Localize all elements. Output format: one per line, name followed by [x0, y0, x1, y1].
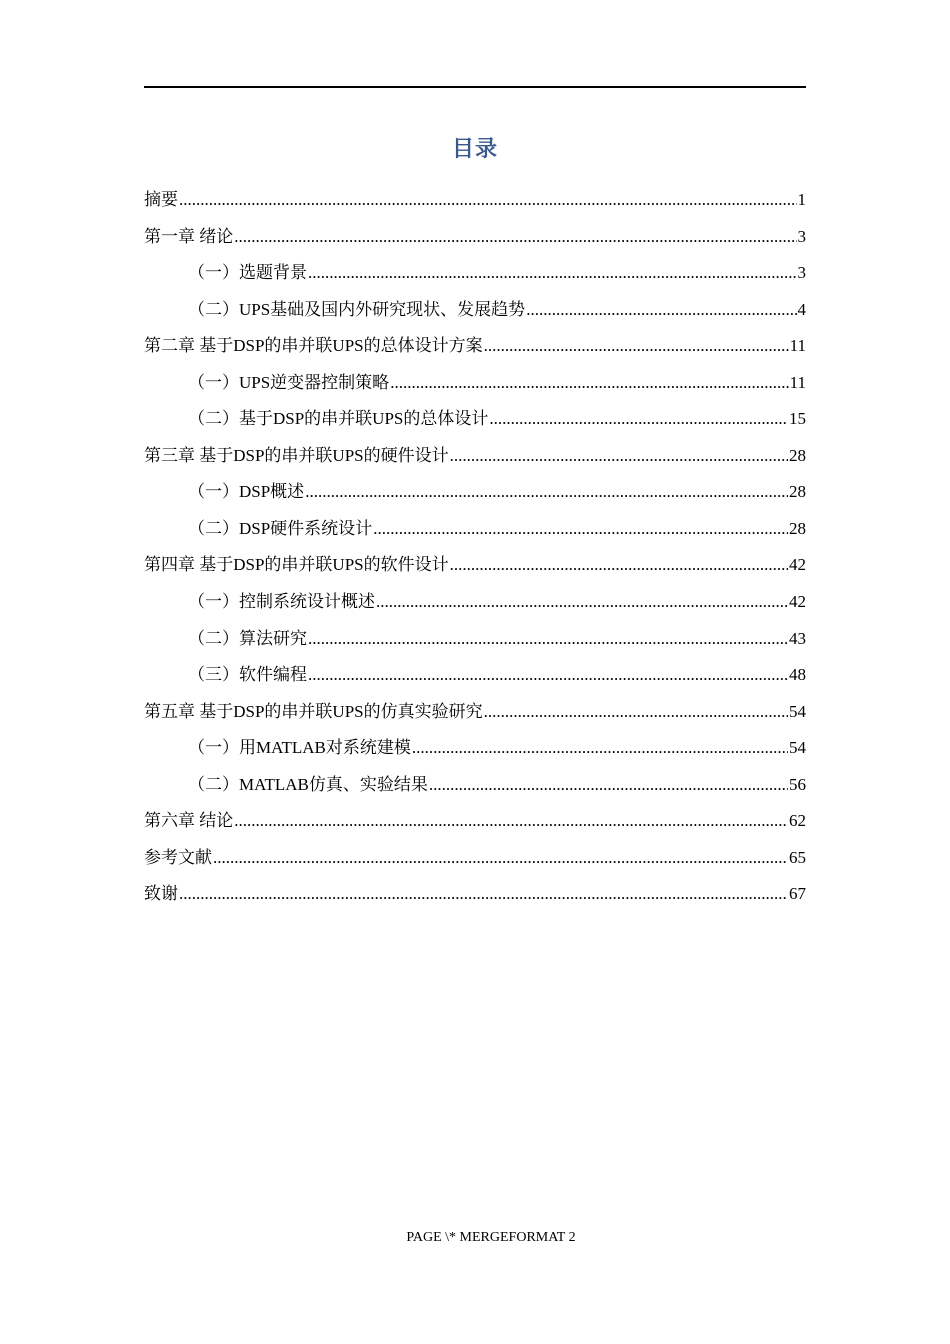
toc-entry[interactable] [144, 219, 806, 256]
table-of-contents [144, 182, 806, 913]
toc-entry[interactable] [144, 511, 806, 548]
toc-dot-leader [484, 328, 789, 365]
toc-dot-leader [429, 767, 788, 804]
toc-entry[interactable] [144, 401, 806, 438]
toc-dot-leader [308, 255, 797, 292]
toc-entry[interactable] [144, 438, 806, 475]
toc-dot-leader [179, 182, 797, 219]
toc-dot-leader [376, 584, 788, 621]
toc-page-number: 42 [789, 555, 806, 575]
toc-page-number: 28 [789, 445, 806, 465]
toc-page-number: 28 [789, 482, 806, 502]
toc-entry-text: 第四章 基于DSP的串并联UPS的软件设计 [144, 555, 449, 575]
toc-entry-text: 第二章 基于DSP的串并联UPS的总体设计方案 [144, 336, 483, 356]
toc-page-number: 42 [789, 592, 806, 612]
toc-page-number: 11 [789, 372, 806, 392]
toc-entry-text: （二）UPS基础及国内外研究现状、发展趋势 [188, 299, 526, 319]
toc-page-number: 28 [789, 518, 806, 538]
toc-page-number: 3 [797, 226, 806, 246]
toc-entry-text: （二）基于DSP的串并联UPS的总体设计 [188, 409, 489, 429]
toc-dot-leader [412, 730, 788, 767]
toc-entry[interactable] [144, 730, 806, 767]
toc-entry[interactable] [144, 657, 806, 694]
toc-entry[interactable] [144, 840, 806, 877]
toc-entry-text: （一）UPS逆变器控制策略 [188, 372, 390, 392]
toc-page-number: 67 [789, 884, 806, 904]
toc-entry-text: 第一章 绪论 [144, 226, 234, 246]
toc-page-number: 43 [789, 628, 806, 648]
toc-entry-text: （二）MATLAB仿真、实验结果 [188, 774, 428, 794]
toc-dot-leader [234, 219, 796, 256]
toc-entry[interactable] [144, 876, 806, 913]
page-footer: PAGE \* MERGEFORMAT 2 [406, 1230, 576, 1245]
toc-page-number: 11 [789, 336, 806, 356]
toc-entry[interactable] [144, 803, 806, 840]
toc-entry-text: （一）用MATLAB对系统建模 [188, 738, 411, 758]
toc-entry[interactable] [144, 474, 806, 511]
toc-entry-text: 第三章 基于DSP的串并联UPS的硬件设计 [144, 445, 449, 465]
toc-page-number: 65 [789, 847, 806, 867]
toc-page-number: 3 [797, 263, 806, 283]
toc-page-number: 1 [797, 190, 806, 209]
toc-page-number: 54 [789, 738, 806, 758]
toc-dot-leader [450, 547, 788, 584]
toc-entry[interactable] [144, 547, 806, 584]
toc-entry-text: 参考文献 [144, 847, 212, 867]
toc-page-number: 54 [789, 701, 806, 721]
toc-entry[interactable] [144, 182, 806, 219]
toc-entry[interactable] [144, 584, 806, 621]
toc-page-number: 48 [789, 665, 806, 685]
toc-entry[interactable] [144, 767, 806, 804]
toc-entry-text: （二）算法研究 [188, 628, 307, 648]
toc-dot-leader [234, 803, 788, 840]
toc-entry[interactable] [144, 328, 806, 365]
toc-dot-leader [390, 365, 788, 402]
toc-entry-text: （三）软件编程 [188, 665, 307, 685]
toc-entry-text: 摘要 [144, 190, 178, 209]
toc-entry[interactable] [144, 255, 806, 292]
toc-dot-leader [450, 438, 788, 475]
toc-dot-leader [308, 621, 788, 658]
toc-dot-leader [373, 511, 788, 548]
toc-entry[interactable] [144, 292, 806, 329]
toc-dot-leader [213, 840, 788, 877]
toc-entry[interactable] [144, 621, 806, 658]
toc-dot-leader [484, 694, 788, 731]
toc-dot-leader [179, 876, 788, 913]
toc-entry[interactable] [144, 365, 806, 402]
toc-dot-leader [305, 474, 788, 511]
header-rule [144, 86, 806, 88]
toc-entry-text: （二）DSP硬件系统设计 [188, 518, 373, 538]
toc-entry-text: （一）DSP概述 [188, 482, 305, 502]
toc-dot-leader [526, 292, 796, 329]
toc-entry-text: （一）控制系统设计概述 [188, 592, 375, 612]
toc-page-number: 15 [789, 409, 806, 429]
toc-page-number: 4 [797, 299, 806, 319]
toc-entry-text: 第五章 基于DSP的串并联UPS的仿真实验研究 [144, 701, 483, 721]
toc-entry[interactable] [144, 694, 806, 731]
toc-entry-text: 致谢 [144, 884, 178, 904]
page-title: 目录 [451, 136, 498, 161]
toc-dot-leader [308, 657, 788, 694]
toc-dot-leader [489, 401, 788, 438]
toc-page-number: 56 [789, 774, 806, 794]
toc-entry-text: 第六章 结论 [144, 811, 234, 831]
toc-entry-text: （一）选题背景 [188, 263, 307, 283]
toc-page-number: 62 [789, 811, 806, 831]
